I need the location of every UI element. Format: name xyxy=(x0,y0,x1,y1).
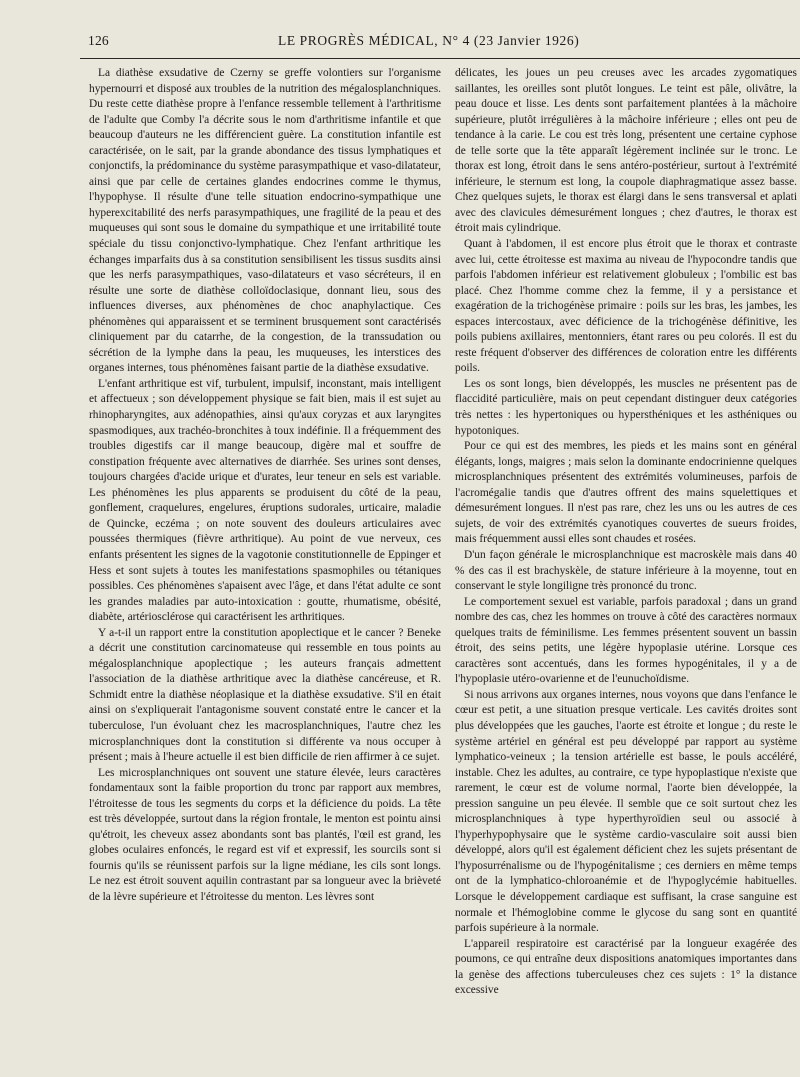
paragraph: L'enfant arthritique est vif, turbulent, impulsif, inconstant, mais intelligent et affectueux ; son développement physique se fait bien, mais il est sujet au rhinopharyngites, aux adénopathies, ainsi qu'aux coryzas et aux laryngites spasmodiques, aux trachéo-bronchites à toux indéfinie. Il a fréquemment des troubles digestifs car il mange beaucoup, digère mal et souffre de constipation fréquente avec alternatives de diarrhée. Ses urines sont denses, toujours chargées d'acide urique et d'urates, leur teneur en sels est variable. Les phénomènes les plus apparents se produisent du côté de la peau, gonflement, craquelures, engelures, éruptions sudorales, urticaire, maladie de Quincke, eczéma ; on note souvent des douleurs articulaires avec poussées thermiques (fièvre arthritique). Au point de vue nerveux, ces enfants présentent les signes de la vagotonie constitutionnelle de Eppinger et Hess et sont sujets à toutes les manifestations spasmophiles ou tétaniques possibles. Ces phénomènes s'apaisent avec l'âge, et dans l'état adulte ce sont les grandes maladies par auto-intoxication : goutte, rhumatisme, obésité, diabète, artériosclérose qui caractérisent les arthritiques. xyxy=(89,377,441,624)
paragraph: Le comportement sexuel est variable, parfois paradoxal ; dans un grand nombre des cas, chez les hommes on trouve à côté des caractères normaux quelques traits de féminilisme. Les femmes présentent souvent un bassin étroit, des seins petits, une légère hypoplasie utérine. Lorsque ces caractères sont accentués, dans les formes hypogénitales, il y a de l'hypoplasie utéro-ovarienne et de l'eunuchoïdisme. xyxy=(455,595,797,686)
paragraph: Les microsplanchniques ont souvent une stature élevée, leurs caractères fondamentaux sont la faible proportion du tronc par rapport aux membres, l'étroitesse de tous les segments du corps et la déficience du poids. La tête est très développée, surtout dans la région frontale, le menton est pointu ainsi qu'étroit, les cheveux assez abondants sont bas plantés, l'œil est grand, les globes oculaires enfoncés, le regard est vif et expressif, les sourcils sont si fournis qu'ils se réunissent parfois sur la ligne médiane, les cils sont longs. Le nez est étroit souvent aquilin contrastant par sa longueur avec la brièveté de la lèvre supérieure et l'étroitesse du menton. Les lèvres sont xyxy=(89,766,441,903)
paragraph: La diathèse exsudative de Czerny se greffe volontiers sur l'organisme hypernourri et disposé aux troubles de la nutrition des mégalosplanchniques. Du reste cette diathèse propre à l'enfance ressemble tellement à l'arthritisme de l'adulte que Comby l'a décrite sous le nom d'arthritisme infantile et que beaucoup d'auteurs ne les différencient guère. La constitution infantile est caractérisée, on le sait, par la grande abondance des tissus lymphatiques et conjonctifs, la prédominance du système parasympathique et vaso-dilatateur, ainsi que par celle de certaines glandes endocrines comme le thymus, l'hypophyse. Il résulte d'une telle situation endocrino-sympathique une hyperexcitabilité des nerfs parasympathiques, une fragilité de la peau et des muqueuses qui sont sous le domaine du sympathique et une irritabilité toute spéciale du tissu conjonctivo-lymphatique. Chez l'enfant arthritique les échanges imparfaits dus à sa constitution sensibilisent les tissus susdits ainsi que les nerfs parasympathiques, vaso-dilatateurs et vaso sécréteurs, il en résulte une sorte de diathèse colloïdoclasique, donnant lieu, sous des influences diverses, aux phénomènes de choc anaphylactique. Ces phénomènes qui apparaissent et se terminent brusquement sont caractérisés cliniquement par du catarrhe, de la congestion, de la transsudation ou sécrétion de la lymphe dans la peau, les muqueuses, les interstices des organes internes, tous phénomènes faisant partie de la diathèse exsudative. xyxy=(89,67,441,375)
paragraph: Quant à l'abdomen, il est encore plus étroit que le thorax et contraste avec lui, cette étroitesse est maxima au niveau de l'hypocondre tandis que parfois l'abdomen inférieur est relativement globuleux ; l'ombilic est bas placé. Chez l'homme comme chez la femme, il y a persistance et exagération de la trichogénèse primaire : poils sur les bras, les jambes, les espaces intercostaux, avec déficience de la trichogénèse définitive, les poils pubiens axillaires, mentonniers, étant rares ou peu colorés. Il est du reste fréquent d'observer des différences de coloration entre les différents poils. xyxy=(455,238,797,375)
paragraph: L'appareil respiratoire est caractérisé par la longueur exagérée des poumons, ce qui entraîne deux dispositions anatomiques importantes dans la genèse des affections tuberculeuses chez ces sujets : 1° la distance excessive xyxy=(455,937,797,997)
right-column xyxy=(455,66,797,1066)
journal-title: LE PROGRÈS MÉDICAL, N° 4 (23 Janvier 1926) xyxy=(278,33,580,48)
paragraph: délicates, les joues un peu creuses avec les arcades zygomatiques saillantes, les oreilles sont plutôt longues. Le teint est pâle, olivâtre, la peau douce et lisse. Les dents sont parfaitement plantées à la mâchoire supérieure, plutôt irrégulières à la mâchoire inférieure ; elles ont peu de tendance à la carie. Le cou est très long, présentent une certaine cyphose de telle sorte que la tête apparaît légèrement inclinée sur le tronc. Le thorax est long, étroit dans le sens antéro-postérieur, surtout à l'extrémité inférieure, le sternum est long, la coupole diaphragmatique assez basse. Chez quelques sujets, le thorax est élargi dans le sens transversal et aplati avec des clavicules démesurément longues ; chez d'autres, le thorax est étroit mais cylindrique. xyxy=(455,67,797,235)
paragraph: Si nous arrivons aux organes internes, nous voyons que dans l'enfance le cœur est petit, a une situation presque verticale. Les cavités droites sont plus développées que les gauches, l'aorte est étroite et longue ; du reste le système artériel en général est peu développé par rapport au système lymphatico-veineux ; la tension artérielle est basse, le pouls accéléré, instable. Chez les adultes, au contraire, ce type hypoplastique n'existe que rarement, le cœur est de volume normal, l'aorte bien développée, la pression sanguine un peu élevée. Il semble que ce soit surtout chez les microsplanchniques à type hyperthyroïdien seul ou associé à l'hyperhypophysaire que le système cardio-vasculaire soit aussi bien développé, alors qu'il est également déficient chez les sujets présentant de l'hyposurrénalisme ou de l'hypogénitalisme ; ces derniers en même temps ont de la lymphatico-chloroanémie et de l'hypoglycémie habituelles. Lorsque le développement cardiaque est suffisant, la crase sanguine est normale et l'hémoglobine comme le glycose du sang sont en quantité parfois supérieure à la normale. xyxy=(455,688,797,935)
running-header xyxy=(70,31,770,51)
paragraph: Les os sont longs, bien développés, les muscles ne présentent pas de flaccidité particulière, mais on peut cependant distinguer deux catégories très nettes : les hypertoniques ou hypersthéniques et les asthéniques ou hypotoniques. xyxy=(455,377,797,437)
page-number: 126 xyxy=(88,33,109,48)
left-column xyxy=(89,66,441,1066)
paragraph: Pour ce qui est des membres, les pieds et les mains sont en général élégants, longs, maigres ; mais selon la dominante endocrinienne quelques microsplanchniques présentent des extrémités volumineuses, parfois de l'acromégalie tandis que d'autres offrent des mains squelettiques et démesurément longues. Il n'est pas rare, chez les uns ou les autres de ces sujets, de voir des extrémités cyanotiques couvertes de sueurs froides, mais fréquemment aussi elles sont chaudes et rosées. xyxy=(455,440,797,546)
paragraph: Y a-t-il un rapport entre la constitution apoplectique et le cancer ? Beneke a décrit une constitution carcinomateuse qui ressemble en tous points au mégalosplanchnique apoplectique ; les auteurs français admettent l'association de la diathèse arthritique avec la diathèse cancéreuse, et R. Schmidt entre la diathèse néoplasique et la diathèse exsudative. S'il en était ainsi on s'expliquerait l'antagonisme souvent constaté entre le cancer et la tuberculose, l'un évoluant chez les macrosplanchniques, l'autre chez les microsplanchniques dont la constitution si différente va nous occuper à présent ; mais à l'heure actuelle il est bien difficile de rien affirmer à ce sujet. xyxy=(89,626,441,764)
paragraph: D'un façon générale le microsplanchnique est macroskèle mais dans 40 % des cas il est brachyskèle, de stature inférieure à la moyenne, tout en conservant le style longiligne très prononcé du tronc. xyxy=(455,548,797,593)
header-rule xyxy=(80,58,800,59)
